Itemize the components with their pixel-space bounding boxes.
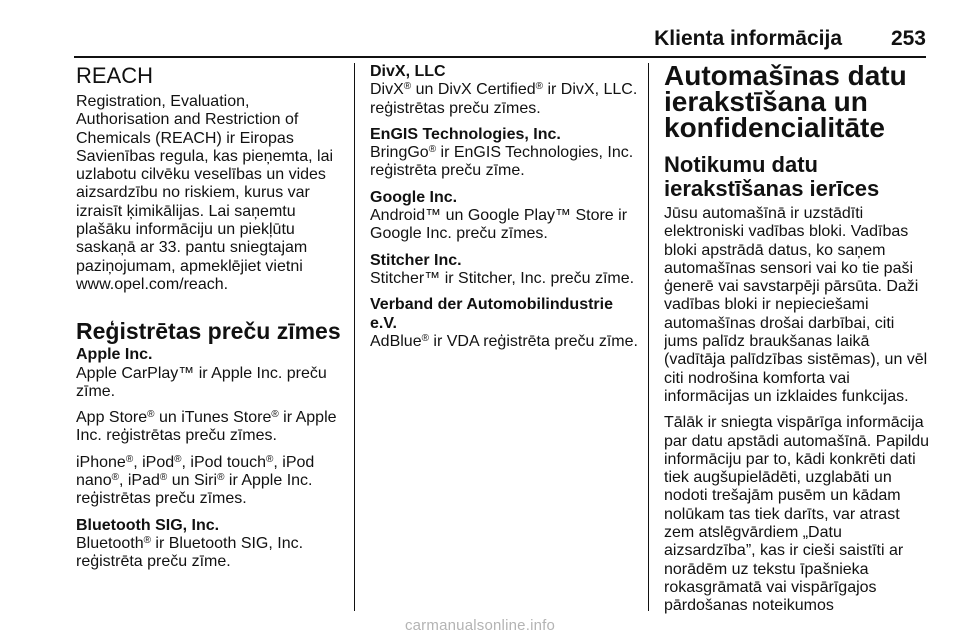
section-heading: Automašīnas datu ierakstīšana un konfidencialitāte — [664, 63, 907, 143]
registered-mark: ® — [111, 472, 119, 484]
text-adblue: AdBlue — [370, 332, 422, 350]
vda-heading: Verband der Automobilindustrie e.V. — [370, 296, 613, 332]
header-rule — [74, 56, 926, 58]
text-bluetooth-reg: ir Bluetooth SIG, Inc. reģistrēta preču zīme. — [76, 534, 304, 571]
column-2 — [370, 63, 638, 359]
text-ipod-touch: , iPod touch — [181, 453, 266, 471]
text-engis-reg: ir EnGIS Technologies, Inc. reģistrēta preču zīme. — [370, 144, 634, 180]
registered-mark: ® — [159, 472, 168, 484]
registered-mark: ® — [535, 81, 544, 93]
bluetooth-paragraph — [76, 517, 346, 572]
engis-paragraph — [370, 126, 638, 181]
apple-paragraph-3 — [76, 454, 346, 509]
apple-text-1: Apple CarPlay™ ir Apple Inc. preču zīme. — [76, 364, 327, 400]
text-itunes: un iTunes Store — [154, 409, 272, 427]
text-ipad: , iPad — [118, 472, 160, 490]
header-title: Klienta informācija — [654, 27, 842, 50]
divx-heading: DivX, LLC — [370, 63, 446, 80]
registered-mark: ® — [271, 409, 279, 421]
column-divider-1 — [354, 63, 355, 611]
column-divider-2 — [648, 63, 649, 611]
google-heading: Google Inc. — [370, 188, 458, 206]
registered-mark: ® — [217, 472, 225, 484]
google-paragraph — [370, 189, 638, 244]
text-divx: DivX — [370, 81, 404, 99]
registered-mark: ® — [428, 144, 437, 156]
registered-mark: ® — [403, 81, 412, 93]
text-iphone: iPhone — [76, 453, 126, 471]
apple-heading: Apple Inc. — [76, 346, 153, 364]
registered-mark: ® — [266, 453, 274, 465]
stitcher-paragraph — [370, 252, 638, 289]
apple-paragraph-2 — [76, 409, 346, 446]
text-siri: un Siri — [167, 472, 218, 490]
text-divx-certified: un DivX Certified — [411, 81, 536, 99]
engis-heading: EnGIS Technologies, Inc. — [370, 125, 561, 143]
watermark: carmanualsonline.info — [404, 617, 556, 634]
trademarks-heading: Reģistrētas preču zīmes — [76, 318, 341, 345]
registered-mark: ® — [147, 409, 155, 421]
stitcher-heading: Stitcher Inc. — [370, 251, 462, 269]
text-apple-reg: ir Apple Inc. reģistrētas preču zīmes. — [76, 409, 337, 445]
text-stitcher: Stitcher™ ir Stitcher, Inc. preču zīme. — [370, 269, 635, 287]
registered-mark: ® — [143, 534, 151, 546]
text-vda-reg: ir VDA reģistrēta preču zīme. — [428, 332, 638, 350]
text-apple-reg-2: ir Apple Inc. reģistrētas preču zīmes. — [76, 472, 313, 508]
page-number: 253 — [890, 27, 926, 50]
page-header — [0, 0, 960, 58]
text-ipod: , iPod — [133, 453, 175, 471]
column-3 — [664, 63, 930, 624]
apple-paragraph-1 — [76, 346, 346, 401]
registered-mark: ® — [125, 453, 134, 465]
paragraph-1: Jūsu automašīnā ir uzstādīti elektroniski vadības bloki. Vadības bloki apstrādā datus, ko saņem automašīnas sensori vai ko tie paši ģenerē vai savstarpēji pārsūta. Daži vadības bloki ir nepieciešami automašīnas drošai darbībai, citi jums palīdz braukšanas laikā (vadītāja palīdzības sistēmas), un vēl citi nodrošina komforta vai informācijas un izklaides funkcijas. — [664, 205, 928, 405]
paragraph-2: Tālāk ir sniegta vispārīga informācija par datu apstādi automašīnā. Papildu informāciju par to, kādi konkrēti dati tiek augšupielādēti, uzglabāti un nodoti trešajām pusēm un kādam nolūkam tas tiek darīts, var atrast zem atslēgvārdiem „Datu aizsardzība”, kas ir cieši saistīti ar norādēm uz tekstu īpašnieka rokasgrāmatā vai vispārīgajos pārdošanas noteikumos — [664, 414, 930, 615]
text-divx-reg: ir DivX, LLC. reģistrētas preču zīmes. — [370, 81, 638, 117]
vda-paragraph — [370, 296, 638, 351]
text-bringgo: BringGo — [370, 144, 429, 162]
text-google: Android™ un Google Play™ Store ir Google Inc. preču zīmes. — [370, 207, 628, 243]
text-app-store: App Store — [76, 409, 148, 427]
reach-paragraph: Registration, Evaluation, Authorisation and Restriction of Chemicals (REACH) ir Eiropas Savienības regula, kas pieņemta, lai uzlabotu cilvēku veselības un vides aizsardzību no riskiem, kurus var izraisīt ķimikālijas. Lai saņemtu plašāku informāciju un piekļūtu saskaņā ar 33. pantu sniegtajam paziņojumam, apmeklējiet vietni www.opel.com/reach. — [76, 93, 334, 293]
registered-mark: ® — [421, 332, 429, 344]
registered-mark: ® — [174, 453, 182, 465]
bluetooth-heading: Bluetooth SIG, Inc. — [76, 516, 220, 534]
text-ipod-nano: , iPod nano — [76, 453, 315, 490]
divx-paragraph — [370, 63, 638, 118]
column-1 — [76, 63, 346, 580]
reach-heading: REACH — [76, 63, 154, 88]
subsection-heading: Notikumu datu ierakstīšanas ierīces — [664, 152, 880, 201]
text-bluetooth: Bluetooth — [76, 534, 144, 552]
